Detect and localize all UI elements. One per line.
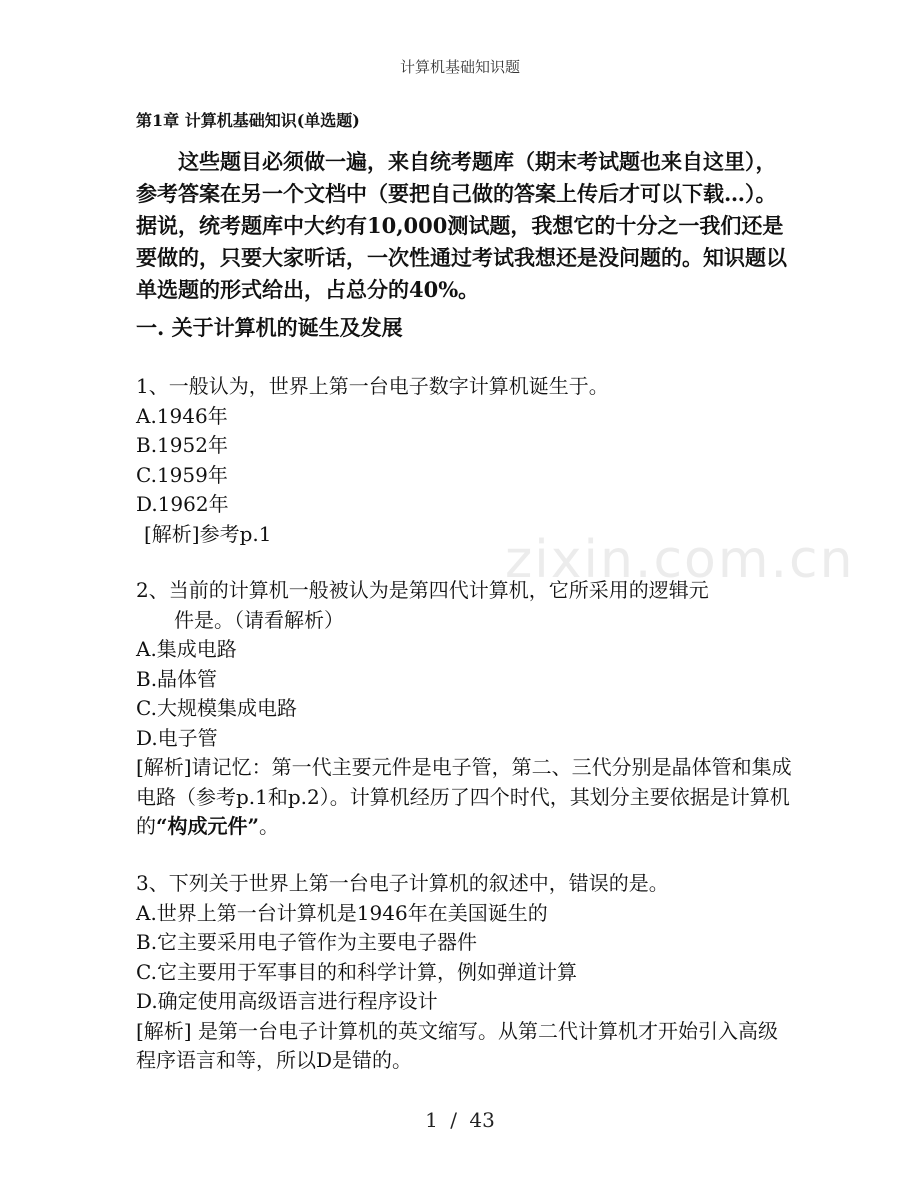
page-indicator: 1 / 43 (425, 1108, 495, 1132)
question-stem-line-1: 2、当前的计算机一般被认为是第四代计算机，它所采用的逻辑元 (136, 578, 709, 602)
option-a: A.世界上第一台计算机是1946年在美国诞生的 (136, 900, 548, 925)
option-a: A.1946年 (136, 403, 228, 428)
question-1 (136, 372, 796, 549)
option-d: D.确定使用高级语言进行程序设计 (136, 989, 438, 1013)
question-stem: 1、一般认为，世界上第一台电子数字计算机诞生于。 (136, 374, 609, 398)
option-b: B.1952年 (136, 433, 228, 457)
question-3 (136, 869, 796, 1076)
question-2 (136, 576, 796, 842)
option-b: B.它主要采用电子管作为主要电子器件 (136, 930, 478, 954)
option-c: C.大规模集成电路 (136, 696, 297, 720)
option-d: D.1962年 (136, 492, 229, 516)
analysis-text: [解析] 是第一台电子计算机的英文缩写。从第二代计算机才开始引入高级程序语言和等，所以D是错的。 (136, 1018, 778, 1072)
analysis-text (136, 753, 796, 842)
option-c: C.1959年 (136, 462, 228, 487)
chapter-title: 第1章 计算机基础知识(单选题) (136, 111, 360, 130)
option-b: B.晶体管 (136, 666, 218, 691)
option-c: C.它主要用于军事目的和科学计算，例如弹道计算 (136, 959, 577, 984)
analysis-text-end: 。 (259, 814, 280, 838)
page-header: 计算机基础知识题 (399, 58, 520, 76)
option-a: A.集成电路 (136, 637, 237, 661)
section-heading: 一. 关于计算机的诞生及发展 (136, 315, 403, 340)
watermark: zixin.com.cn (505, 530, 855, 590)
question-stem-line-2: 件是。（请看解析） (174, 607, 344, 632)
option-d: D.电子管 (136, 725, 218, 750)
question-stem (136, 576, 796, 635)
question-stem: 3、下列关于世界上第一台电子计算机的叙述中，错误的是。 (136, 871, 669, 895)
analysis-emphasis: “构成元件” (156, 814, 260, 838)
intro-paragraph: 这些题目必须做一遍，来自统考题库（期末考试题也来自这里），参考答案在另一个文档中（要把自己做的答案上传后才可以下载…）。据说，统考题库中大约有10,000测试题，我想它的十分之一我们还是要做的，只要大家听话，一次性通过考试我想还是没问题的。知识题以单选题的形式给出，占总分的40%。 (136, 149, 787, 302)
analysis-text: [解析]参考p.1 (144, 521, 272, 546)
analysis-text-part: [解析]请记忆：第一代主要元件是电子管，第二、三代分别是晶体管和集成电路（参考p.1和p.2）。计算机经历了四个时代，其划分主要依据是计算机的 (136, 755, 792, 838)
